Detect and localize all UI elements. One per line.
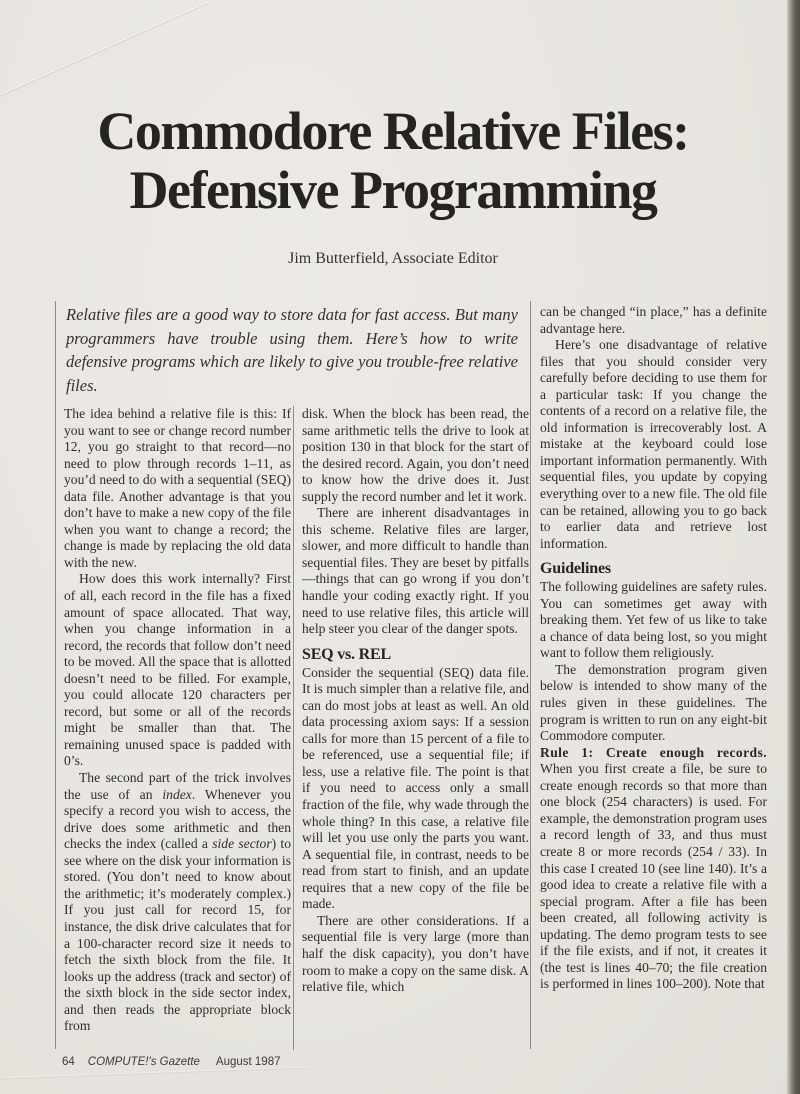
paper-crease (0, 1066, 310, 1078)
article-title-line2: Defensive Programming (129, 160, 657, 220)
column-rule-2 (530, 301, 531, 1049)
body-paragraph: Rule 1: Create enough records. When you first create a file, be sure to create enough records so that more than one block (254 characters) is used. For example, the demonstration program uses a record length of 33, and thus must create 8 or more records (254 / 33). In this case I created 10 (see line 140). It’s a good idea to create a relative file with a special program. After a file has been been created, all following activity is updating. The demo program tests to see if the file exists, and if not, it creates it (the test is lines 40–70; the file creation is performed in lines 100–200). Note that (540, 744, 767, 992)
intro-left-rule (55, 301, 56, 1049)
body-paragraph: disk. When the block has been read, the same arithmetic tells the drive to look at position 130 in that block for the start of the desired record. Again, you don’t need to know how the drive does it. Just supply the record number and let it work. (302, 406, 529, 504)
body-paragraph: The following guidelines are safety rules. You can sometimes get away with breaking them. Yet few of us like to take a chance of data being lost, so you might want to follow them religiously. (540, 579, 767, 661)
body-paragraph: The second part of the trick involves the use of an index. Whenever you specify a record you wish to access, the drive does some arithmetic and then checks the index (called a side sector) to see where on the disk your information is stored. (You don’t need to know about the arithmetic; it’s moderately complex.) If you just call for record 15, for instance, the disk drive calculates that for a 100-character record size it needs to fetch the sixth block from the file. It looks up the address (track and sector) of the sixth block in the side sector index, and then reads the appropriate block from (64, 770, 292, 1034)
section-heading: Guidelines (540, 560, 611, 578)
body-paragraph: Consider the sequential (SEQ) data file. It is much simpler than a relative file, and can do most jobs at least as well. An old data processing axiom says: If a session calls for more than 15 percent of a file to be referenced, use a sequential file; if less, use a relative file. The point is that if you need to access only a small fraction of the file, why wade through the whole thing? In this case, a relative file will let you use only the parts you want. A sequential file, in contrast, needs to be read from start to finish, and an update requires that a new copy of the file be made. (302, 664, 529, 912)
paper-crease (0, 1, 209, 104)
page-number: 64 (62, 1056, 75, 1068)
byline: Jim Butterfield, Associate Editor (288, 250, 498, 267)
section-heading: SEQ vs. REL (302, 645, 391, 663)
body-paragraph: There are inherent disadvantages in this scheme. Relative files are larger, slower, and more difficult to handle than sequential files. They are beset by pitfalls—things that can go wrong if you don’t handle your coding exactly right. If you need to use relative files, this article will help steer you clear of the danger spots. (302, 505, 529, 637)
article-title (0, 102, 786, 220)
column-2 (302, 406, 529, 996)
page-edge-shadow (787, 0, 800, 1094)
article-title-line1: Commodore Relative Files: (97, 101, 689, 161)
body-paragraph: Here’s one disadvantage of relative files that you should consider very carefully before deciding to use them for a particular task: If you change the contents of a record on a relative file, the old information is irrecoverably lost. A mistake at the keyboard could lose important information permanently. With sequential files, you update by copying everything over to a new file. The old file can be retained, allowing you to go back to earlier data and retrieve lost information. (540, 337, 767, 551)
rule-heading-runin: Rule 1: Create enough records. (540, 744, 767, 760)
body-paragraph: can be changed “in place,” has a definite advantage here. (540, 304, 767, 336)
column-3 (540, 304, 767, 993)
column-1 (64, 406, 291, 1035)
column-rule-1 (293, 406, 294, 1050)
body-paragraph: How does this work internally? First of all, each record in the file has a fixed amount of space allocated. That way, when you change information in a record, the records that follow don’t need to be moved. All the space that is allotted doesn’t need to be filled. For example, you could allocate 120 characters per record, but some or all of the records might be smaller than that. The remaining unused space is padded with 0’s. (64, 571, 291, 769)
body-paragraph: There are other considerations. If a sequential file is very large (more than half the disk capacity), you don’t have room to make a copy on the same disk. A relative file, which (302, 912, 529, 995)
issue-date: August 1987 (215, 1056, 281, 1068)
magazine-name: COMPUTE!'s Gazette (87, 1056, 200, 1068)
body-paragraph: The demonstration program given below is intended to show many of the rules given in these guidelines. The program is written to run on any eight-bit Commodore computer. (540, 661, 767, 744)
intro-paragraph: Relative files are a good way to store data for fast access. But many programmers have trouble using them. Here’s how to write defensive programs which are likely to give you trouble-free relative files. (66, 305, 518, 395)
page-footer (62, 1056, 281, 1068)
body-paragraph: The idea behind a relative file is this: If you want to see or change record number 12, you go straight to that record—no need to plow through records 1–11, as you’d need to do with a sequential (SEQ) data file. Another advantage is that you don’t have to make a new copy of the file when you want to change a record; the change is made by replacing the old data with the new. (64, 406, 291, 570)
